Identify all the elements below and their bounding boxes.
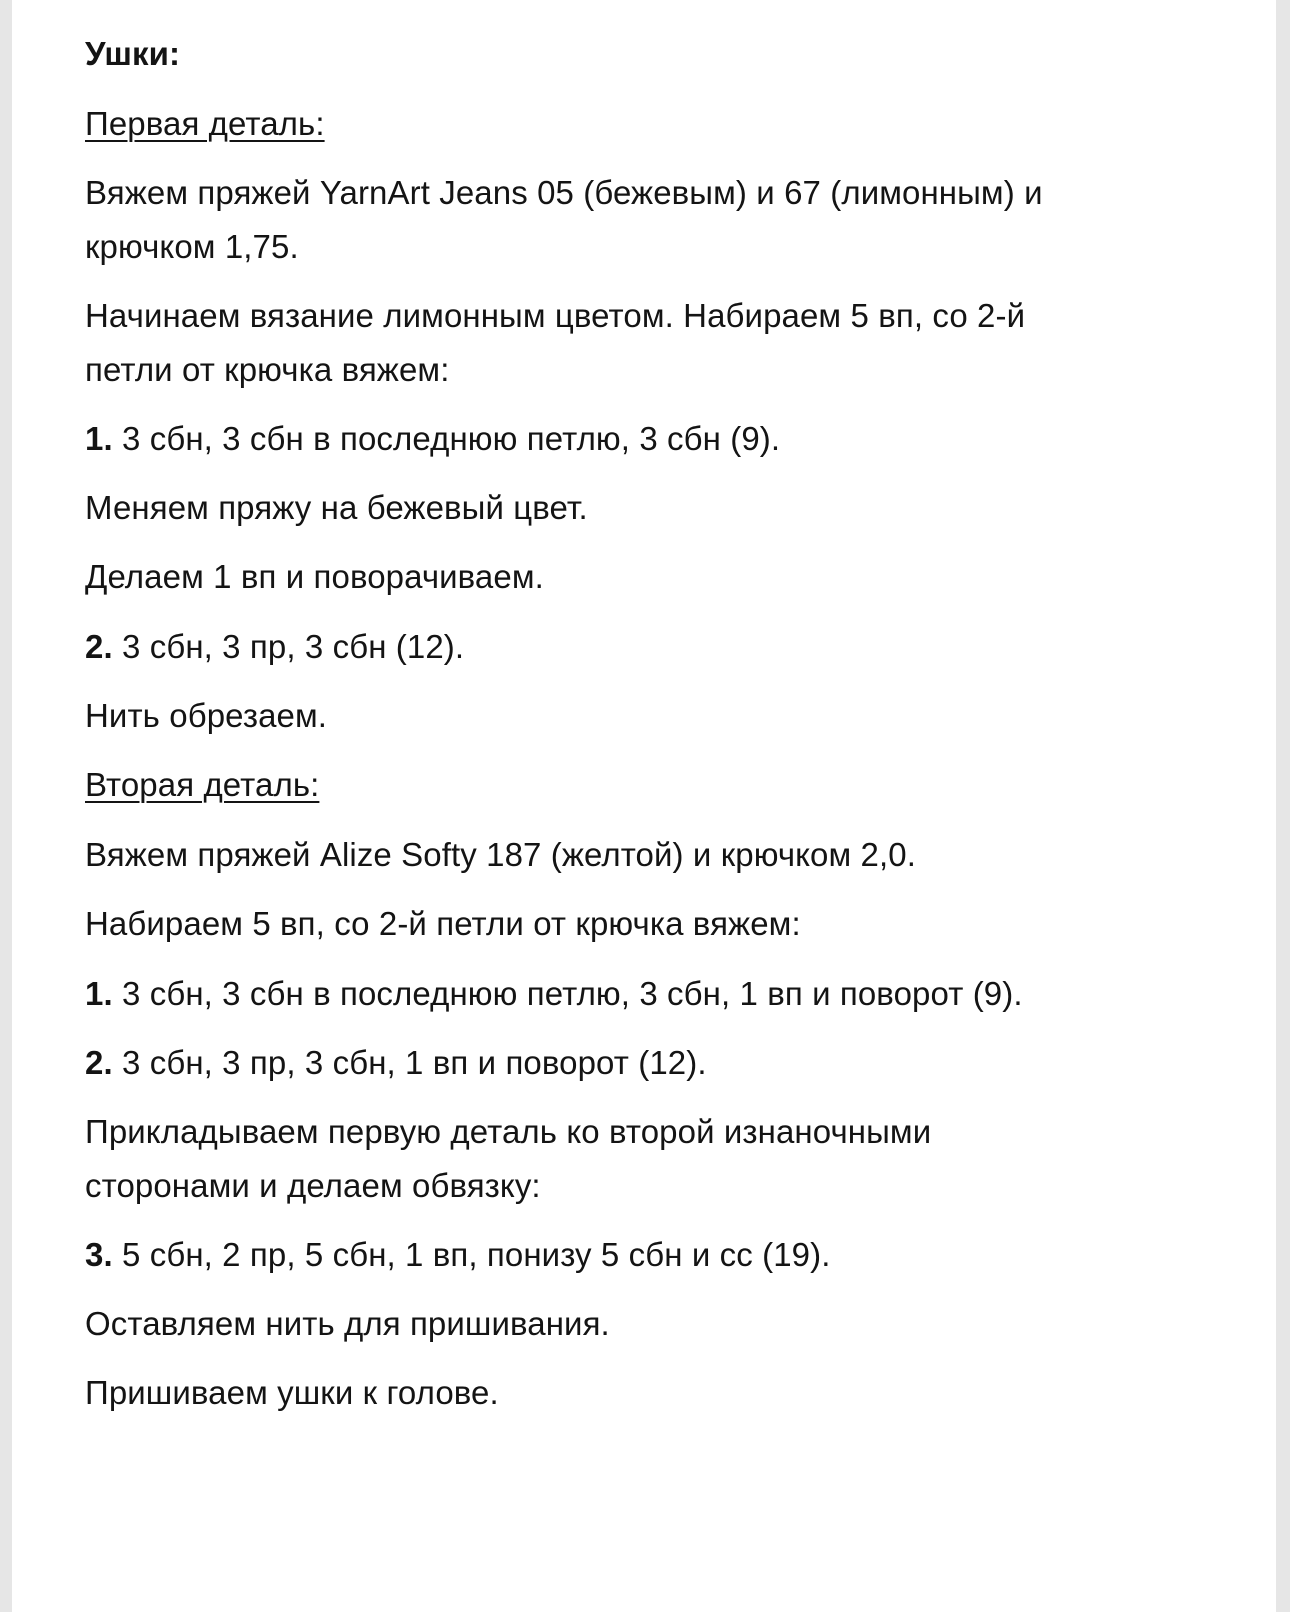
part2-row1 <box>85 974 1023 1014</box>
part2-row2 <box>85 1043 707 1083</box>
part2-row3 <box>85 1235 830 1275</box>
part2-start-line: Набираем 5 вп, со 2-й петли от крючка вяжем: <box>85 905 801 942</box>
part1-row1 <box>85 419 780 459</box>
part2-heading: Вторая деталь: <box>85 766 320 803</box>
part1-turn: Делаем 1 вп и поворачиваем. <box>85 558 544 595</box>
part2-join-line2: сторонами и делаем обвязку: <box>85 1167 541 1204</box>
part1-start-line1: Начинаем вязание лимонным цветом. Набираем 5 вп, со 2-й <box>85 297 1026 334</box>
part2-yarn-line: Вяжем пряжей Alize Softy 187 (желтой) и крючком 2,0. <box>85 836 916 873</box>
part2-row3-number: 3. <box>85 1236 113 1273</box>
document-page <box>12 0 1276 1612</box>
part2-sew: Пришиваем ушки к голове. <box>85 1374 499 1411</box>
section-title: Ушки: <box>85 35 181 72</box>
part1-start-line2: петли от крючка вяжем: <box>85 351 450 388</box>
part2-row1-text: 3 сбн, 3 сбн в последнюю петлю, 3 сбн, 1 вп и поворот (9). <box>112 975 1023 1012</box>
part2-join-line1: Прикладываем первую деталь ко второй изнаночными <box>85 1113 932 1150</box>
part1-yarn-line1: Вяжем пряжей YarnArt Jeans 05 (бежевым) и 67 (лимонным) и <box>85 174 1043 211</box>
part2-row2-number: 2. <box>85 1044 113 1081</box>
part2-leave-thread: Оставляем нить для пришивания. <box>85 1305 610 1342</box>
part2-row3-text: 5 сбн, 2 пр, 5 сбн, 1 вп, понизу 5 сбн и сс (19). <box>112 1236 831 1273</box>
part1-row1-number: 1. <box>85 420 113 457</box>
part1-row2 <box>85 627 464 667</box>
part1-cut: Нить обрезаем. <box>85 697 328 734</box>
part1-row2-text: 3 сбн, 3 пр, 3 сбн (12). <box>112 628 465 665</box>
part1-row2-number: 2. <box>85 628 113 665</box>
part1-row1-text: 3 сбн, 3 сбн в последнюю петлю, 3 сбн (9). <box>112 420 781 457</box>
part1-yarn-line2: крючком 1,75. <box>85 228 299 265</box>
part1-change-color: Меняем пряжу на бежевый цвет. <box>85 489 588 526</box>
part2-row2-text: 3 сбн, 3 пр, 3 сбн, 1 вп и поворот (12). <box>112 1044 707 1081</box>
part2-row1-number: 1. <box>85 975 113 1012</box>
part1-heading: Первая деталь: <box>85 105 325 142</box>
